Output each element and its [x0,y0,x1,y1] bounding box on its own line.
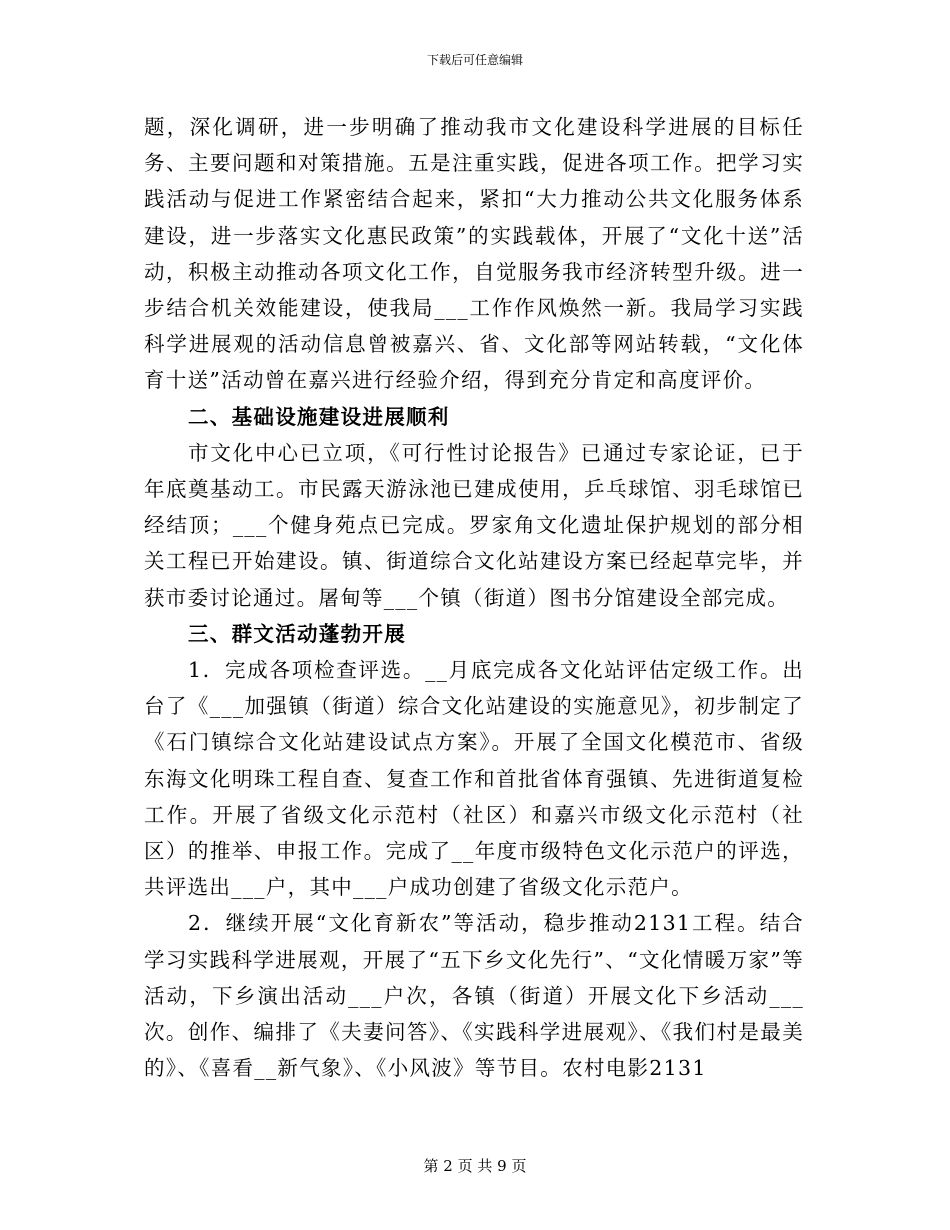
document-body [144,109,804,1086]
page-header: 下载后可任意编辑 [426,53,523,67]
page-number: 第 2 页 共 9 页 [423,1157,527,1175]
section-heading-3: 三、群文活动蓬勃开展 [188,621,406,646]
section-heading-2: 二、基础设施建设进展顺利 [188,404,450,429]
body-paragraph-1: 题，深化调研，进一步明确了推动我市文化建设科学进展的目标任务、主要问题和对策措施。五是注重实践，促进各项工作。把学习实践活动与促进工作紧密结合起来，紧扣“大力推动公共文化服务体系建设，进一步落实文化惠民政策”的实践载体，开展了“文化十送”活动，积极主动推动各项文化工作，自觉服务我市经济转型升级。进一步结合机关效能建设，使我局___工作作风焕然一新。我局学习实践科学进展观的活动信息曾被嘉兴、省、文化部等网站转载，“文化体育十送”活动曾在嘉兴进行经验介绍，得到充分肯定和高度评价。 [144,115,804,393]
body-paragraph-3: 1．完成各项检查评选。__月底完成各文化站评估定级工作。出台了《___加强镇（街道）综合文化站建设的实施意见》，初步制定了《石门镇综合文化站建设试点方案》。开展了全国文化模范市、省级东海文化明珠工程自查、复查工作和首批省体育强镇、先进街道复检工作。开展了省级文化示范村（社区）和嘉兴市级文化示范村（社区）的推举、申报工作。完成了__年度市级特色文化示范户的评选，共评选出___户，其中___户成功创建了省级文化示范户。 [144,658,804,900]
body-paragraph-4: 2．继续开展“文化育新农”等活动，稳步推动2131工程。结合学习实践科学进展观，开展了“五下乡文化先行”、“文化情暖万家”等活动，下乡演出活动___户次，各镇（街道）开展文化下乡活动___次。创作、编排了《夫妻问答》、《实践科学进展观》、《我们村是最美的》、《喜看__新气象》、《小风波》等节目。农村电影2131 [144,911,804,1081]
body-paragraph-2: 市文化中心已立项，《可行性讨论报告》已通过专家论证，已于年底奠基动工。市民露天游泳池已建成使用，乒乓球馆、羽毛球馆已经结顶；___个健身苑点已完成。罗家角文化遗址保护规划的部分相关工程已开始建设。镇、街道综合文化站建设方案已经起草完毕，并获市委讨论通过。屠甸等___个镇（街道）图书分馆建设全部完成。 [144,440,804,610]
